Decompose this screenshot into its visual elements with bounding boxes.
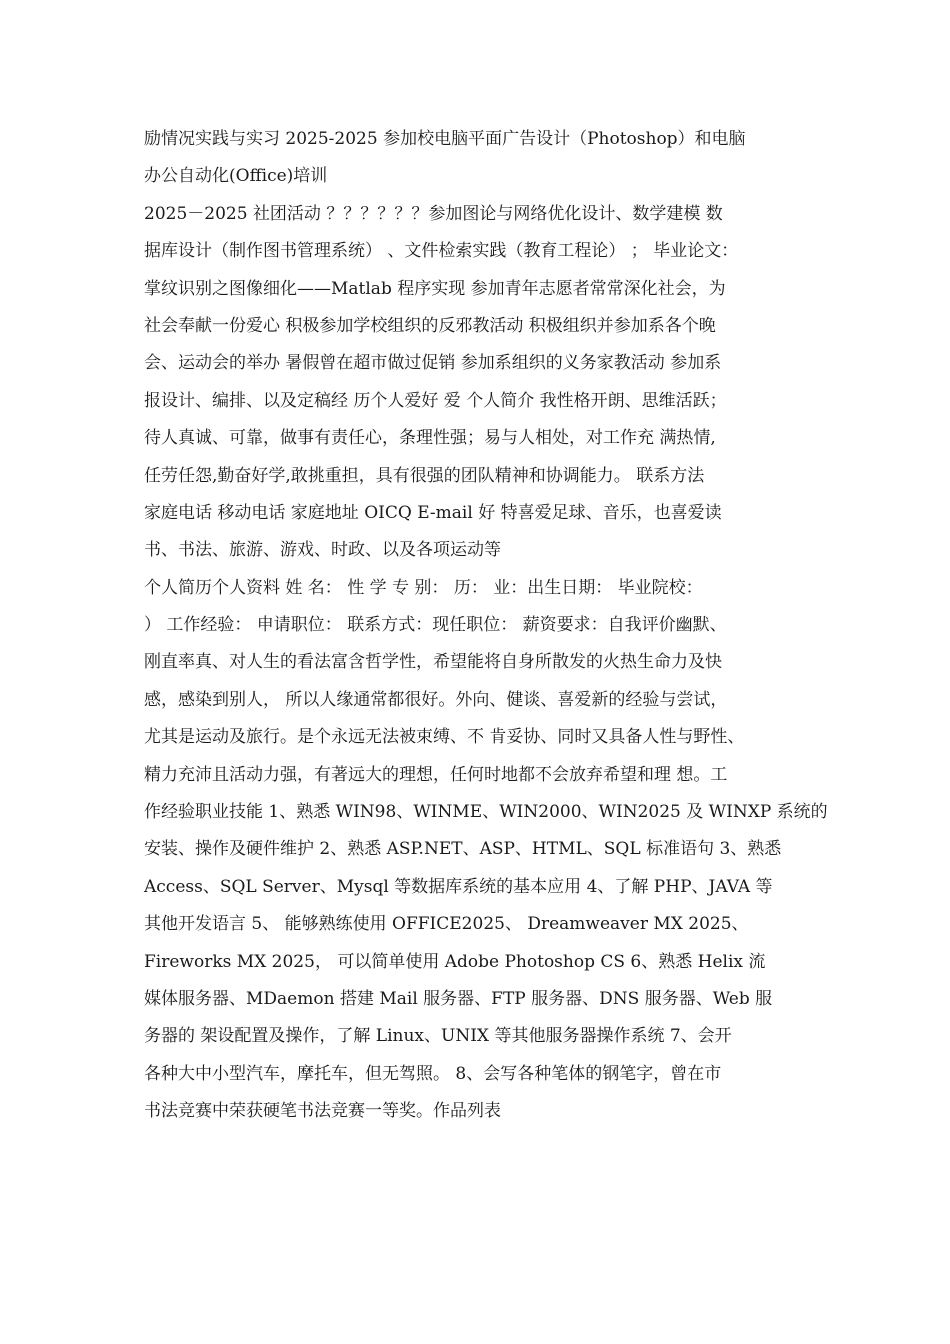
text-line: 办公自动化(Office)培训 <box>144 166 328 187</box>
text-line: 刚直率真、对人生的看法富含哲学性，希望能将自身所散发的火热生命力及快 <box>144 652 722 673</box>
text-line: 掌纹识别之图像细化——Matlab 程序实现 参加青年志愿者常常深化社会，为 <box>144 278 726 299</box>
text-line: 精力充沛且活动力强，有著远大的理想，任何时地都不会放弃希望和理 想。工 <box>144 764 728 785</box>
text-line: 其他开发语言 5、 能够熟练使用 OFFICE2025、 Dreamweaver MX 2025、 <box>144 914 749 935</box>
body-text <box>144 121 834 1131</box>
text-line: 报设计、编排、以及定稿经 历个人爱好 爱 个人简介 我性格开朗、思维活跃； <box>144 390 727 411</box>
text-line: 作经验职业技能 1、熟悉 WIN98、WINME、WIN2000、WIN2025 及 WINXP 系统的 <box>144 802 828 823</box>
text-line: 各种大中小型汽车，摩托车，但无驾照。 8、会写各种笔体的钢笔字，曾在市 <box>144 1063 722 1084</box>
text-line: 感，感染到别人， 所以人缘通常都很好。外向、健谈、喜爱新的经验与尝试， <box>144 689 728 710</box>
text-line: 2025－2025 社团活动 ？？？？？？参加图论与网络优化设计、数学建模 数 <box>144 203 723 224</box>
text-line: Fireworks MX 2025， 可以简单使用 Adobe Photoshop CS 6、熟悉 Helix 流 <box>144 951 766 972</box>
text-line: 书法竞赛中荣获硬笔书法竞赛一等奖。作品列表 <box>144 1101 501 1122</box>
text-line: 安装、操作及硬件维护 2、熟悉 ASP.NET、ASP、HTML、SQL 标准语句 3、熟悉 <box>144 839 782 860</box>
text-line: 家庭电话 移动电话 家庭地址 OICQ E-mail 好 特喜爱足球、音乐，也喜爱读 <box>144 502 722 523</box>
text-line: 书、书法、旅游、游戏、时政、以及各项运动等 <box>144 540 501 561</box>
text-line: 励情况实践与实习 2025-2025 参加校电脑平面广告设计（Photoshop）和电脑 <box>144 129 746 149</box>
text-line: 任劳任怨,勤奋好学,敢挑重担，具有很强的团队精神和协调能力。 联系方法 <box>144 465 705 486</box>
text-line: ） 工作经验： 申请职位： 联系方式：现任职位： 薪资要求：自我评价幽默、 <box>144 615 727 636</box>
text-line: 社会奉献一份爱心 积极参加学校组织的反邪教活动 积极组织并参加系各个晚 <box>144 315 716 336</box>
text-line: 尤其是运动及旅行。是个永远无法被束缚、不 肯妥协、同时又具备人性与野性、 <box>144 727 745 748</box>
text-line: 会、运动会的举办 暑假曾在超市做过促销 参加系组织的义务家教活动 参加系 <box>144 353 722 374</box>
text-line: Access、SQL Server、Mysql 等数据库系统的基本应用 4、了解 PHP、JAVA 等 <box>144 876 773 897</box>
text-line: 待人真诚、可靠，做事有责任心，条理性强；易与人相处，对工作充 满热情, <box>144 428 716 449</box>
text-line: 媒体服务器、MDaemon 搭建 Mail 服务器、FTP 服务器、DNS 服务器、Web 服 <box>144 988 773 1009</box>
text-line: 务器的 架设配置及操作，了解 Linux、UNIX 等其他服务器操作系统 7、会开 <box>144 1026 732 1047</box>
text-line: 个人简历个人资料 姓 名： 性 学 专 别： 历： 业：出生日期： 毕业院校： <box>144 577 703 598</box>
text-line: 据库设计（制作图书管理系统） 、文件检索实践（教育工程论） ； 毕业论文： <box>144 241 739 262</box>
